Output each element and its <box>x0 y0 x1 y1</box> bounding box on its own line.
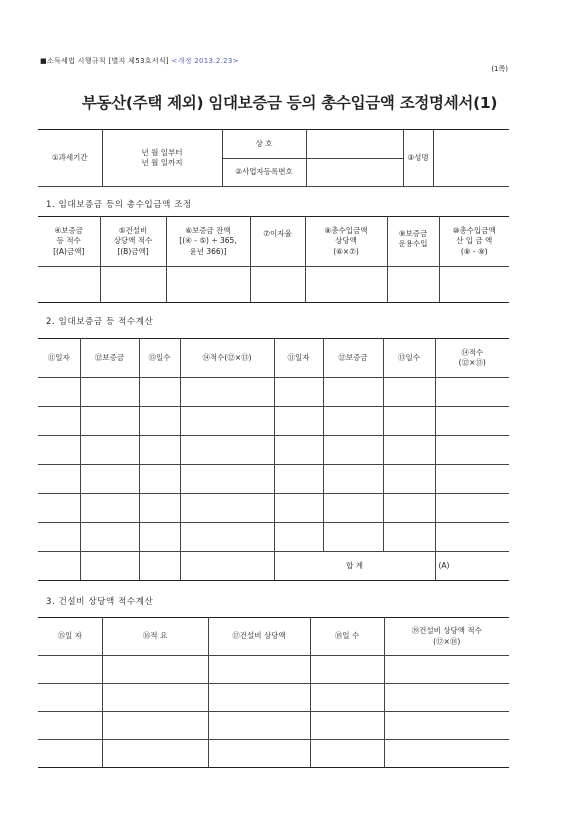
cell[interactable] <box>180 465 274 494</box>
col-deposit-accum: ④보증금 등 적수 [(A)금액] <box>38 217 100 267</box>
name-label: ③성명 <box>403 130 433 187</box>
cell[interactable] <box>435 378 509 407</box>
period-from: 년 월 일부터 <box>141 147 183 157</box>
cell[interactable] <box>102 656 208 684</box>
cell[interactable] <box>102 684 208 712</box>
cell[interactable] <box>102 740 208 768</box>
cell[interactable] <box>250 267 305 303</box>
col-date: ⑪일자 <box>274 339 323 378</box>
cell[interactable] <box>274 407 323 436</box>
company-name-label: 상 호 <box>222 130 306 159</box>
cell[interactable] <box>80 465 139 494</box>
cell[interactable] <box>435 494 509 523</box>
cell[interactable] <box>208 656 310 684</box>
cell[interactable] <box>435 436 509 465</box>
cell[interactable] <box>274 378 323 407</box>
cell[interactable] <box>180 552 274 581</box>
name-field[interactable] <box>433 130 509 187</box>
cell[interactable] <box>102 712 208 740</box>
cell[interactable] <box>387 267 439 303</box>
cell[interactable] <box>323 494 383 523</box>
cell[interactable] <box>38 523 80 552</box>
col-days: ⑬일수 <box>139 339 180 378</box>
col-income-equivalent: ⑧총수입금액 상당액 (⑥×⑦) <box>305 217 387 267</box>
cell[interactable] <box>80 378 139 407</box>
col-accum: ⑭적수(⑫×⑬) <box>180 339 274 378</box>
section2-heading: 2. 임대보증금 등 적수계산 <box>46 317 154 327</box>
table-row <box>38 494 509 523</box>
col-construction-accum: ⑤건설비 상당액 적수 [(B)금액] <box>100 217 166 267</box>
cell[interactable] <box>323 407 383 436</box>
col-deposit: ⑫보증금 <box>80 339 139 378</box>
section1-table <box>38 216 509 303</box>
col-date: ⑮일 자 <box>38 618 102 656</box>
col-description: ⑯적 요 <box>102 618 208 656</box>
cell[interactable] <box>80 494 139 523</box>
cell[interactable] <box>180 407 274 436</box>
total-mark: (A) <box>438 560 450 570</box>
cell[interactable] <box>274 436 323 465</box>
period-field[interactable] <box>102 130 222 187</box>
table-row <box>38 523 509 552</box>
table-row <box>38 740 509 768</box>
cell[interactable] <box>38 740 102 768</box>
col-construction-cost: ⑰건설비 상당액 <box>208 618 310 656</box>
section1-heading: 1. 임대보증금 등의 총수입금액 조정 <box>46 200 192 210</box>
table-row <box>38 407 509 436</box>
col-income-included: ⑩총수입금액 산 입 금 액 (⑧ - ⑨) <box>439 217 509 267</box>
cell[interactable] <box>435 465 509 494</box>
cell[interactable] <box>208 684 310 712</box>
cell[interactable] <box>139 552 180 581</box>
cell[interactable] <box>310 656 384 684</box>
cell[interactable] <box>139 494 180 523</box>
table-row <box>38 656 509 684</box>
form-reference <box>40 56 239 66</box>
cell[interactable] <box>139 378 180 407</box>
cell[interactable] <box>384 712 509 740</box>
col-deposit-balance: ⑥보증금 잔액 [(④ - ⑤) ÷ 365, 윤년 366)] <box>166 217 250 267</box>
cell[interactable] <box>80 436 139 465</box>
cell[interactable] <box>384 656 509 684</box>
total-row <box>38 552 509 581</box>
table-row <box>38 684 509 712</box>
bizno-label: ②사업자등록번호 <box>222 159 306 187</box>
table-row <box>38 267 509 303</box>
cell[interactable] <box>38 378 80 407</box>
col-deposit: ⑫보증금 <box>323 339 383 378</box>
cell[interactable] <box>38 267 100 303</box>
col-interest-rate: ⑦이자율 <box>250 217 305 267</box>
cell[interactable] <box>383 494 435 523</box>
company-name-field[interactable] <box>306 130 403 159</box>
col-days: ⑬일수 <box>383 339 435 378</box>
cell[interactable] <box>166 267 250 303</box>
cell[interactable] <box>38 552 80 581</box>
cell[interactable] <box>38 436 80 465</box>
cell[interactable] <box>38 712 102 740</box>
cell[interactable] <box>384 740 509 768</box>
col-date: ⑪일자 <box>38 339 80 378</box>
cell[interactable] <box>38 465 80 494</box>
section2-table <box>38 338 509 581</box>
cell[interactable] <box>384 684 509 712</box>
page-number: (1쪽) <box>491 65 508 73</box>
bizno-field[interactable] <box>306 159 403 187</box>
cell[interactable] <box>80 552 139 581</box>
cell[interactable] <box>310 684 384 712</box>
cell[interactable] <box>310 712 384 740</box>
cell[interactable] <box>305 267 387 303</box>
table-row <box>38 465 509 494</box>
cell[interactable] <box>100 267 166 303</box>
cell[interactable] <box>310 740 384 768</box>
cell[interactable] <box>274 494 323 523</box>
cell[interactable] <box>435 523 509 552</box>
cell[interactable] <box>139 407 180 436</box>
cell[interactable] <box>38 656 102 684</box>
cell[interactable] <box>323 523 383 552</box>
cell[interactable] <box>383 465 435 494</box>
cell[interactable] <box>80 523 139 552</box>
cell[interactable] <box>139 523 180 552</box>
cell[interactable] <box>139 465 180 494</box>
cell[interactable] <box>383 407 435 436</box>
cell[interactable] <box>180 494 274 523</box>
cell[interactable] <box>323 378 383 407</box>
cell[interactable] <box>180 378 274 407</box>
taxpayer-info-table <box>38 129 509 187</box>
cell[interactable] <box>208 740 310 768</box>
col-deposit-income: ⑨보증금 운용수입 <box>387 217 439 267</box>
cell[interactable] <box>323 465 383 494</box>
cell[interactable] <box>383 436 435 465</box>
cell[interactable] <box>274 465 323 494</box>
cell[interactable] <box>139 436 180 465</box>
cell[interactable] <box>38 494 80 523</box>
cell[interactable] <box>435 407 509 436</box>
table-row <box>38 436 509 465</box>
cell[interactable] <box>439 267 509 303</box>
col-days: ⑱일 수 <box>310 618 384 656</box>
cell[interactable] <box>38 407 80 436</box>
col-accum: ⑭적수 (⑫×⑬) <box>435 339 509 378</box>
total-value-field[interactable] <box>435 552 509 581</box>
cell[interactable] <box>180 436 274 465</box>
cell[interactable] <box>80 407 139 436</box>
section3-table <box>38 617 509 768</box>
cell[interactable] <box>208 712 310 740</box>
col-construction-accum: ⑲건설비 상당액 적수 (⑰×⑱) <box>384 618 509 656</box>
cell[interactable] <box>180 523 274 552</box>
cell[interactable] <box>274 523 323 552</box>
period-label: ①과세기간 <box>38 130 102 187</box>
cell[interactable] <box>38 684 102 712</box>
cell[interactable] <box>383 523 435 552</box>
law-reference: ■소득세법 시행규칙 [별지 제53호서식] <box>40 57 169 65</box>
table-row <box>38 712 509 740</box>
cell[interactable] <box>323 436 383 465</box>
revision-date: <개정 2013.2.23> <box>171 57 239 65</box>
section3-heading: 3. 건설비 상당액 적수계산 <box>46 597 154 607</box>
cell[interactable] <box>383 378 435 407</box>
total-label: 합 계 <box>274 552 435 581</box>
table-row <box>38 378 509 407</box>
period-to: 년 월 일까지 <box>141 158 183 167</box>
page-title: 부동산(주택 제외) 임대보증금 등의 총수입금액 조정명세서(1) <box>81 94 498 112</box>
